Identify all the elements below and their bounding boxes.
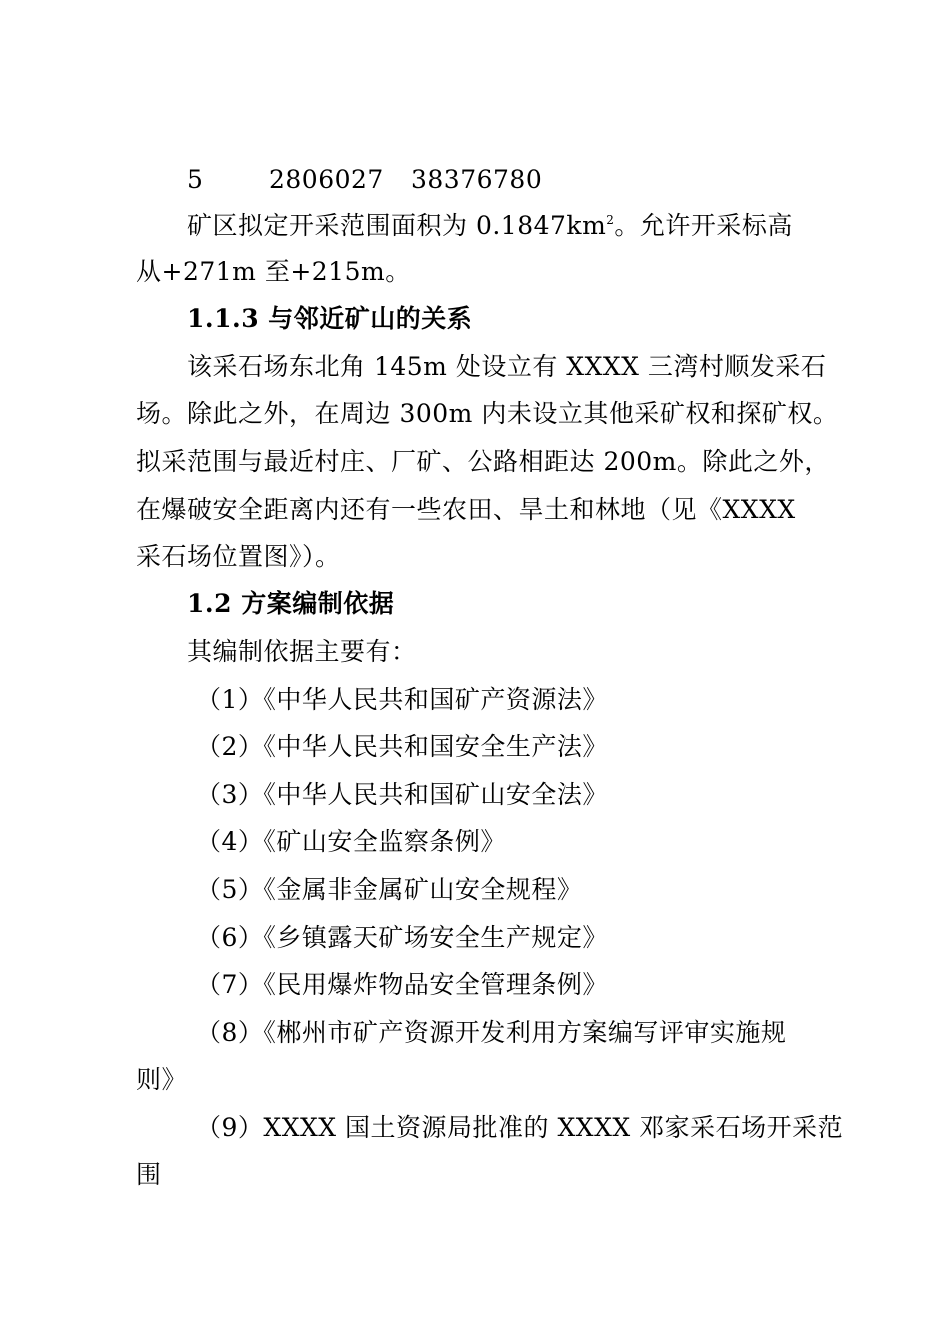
coord-index: 5 <box>187 165 204 194</box>
list-item-8-line-1: （8）《郴州市矿产资源开发利用方案编写评审实施规 <box>196 1018 787 1047</box>
list-item: （3）《中华人民共和国矿山安全法》 <box>196 780 608 809</box>
section-heading-1-2: 1.2 方案编制依据 <box>187 589 395 618</box>
list-item-9-line-2: 围 <box>136 1160 162 1189</box>
list-item: （2）《中华人民共和国安全生产法》 <box>196 732 608 761</box>
list-item-9-line-1: （9）XXXX 国土资源局批准的 XXXX 邓家采石场开采范 <box>196 1113 844 1142</box>
area-text: 矿区拟定开采范围面积为 0.1847km <box>187 211 607 240</box>
list-item: （6）《乡镇露天矿场安全生产规定》 <box>196 923 608 952</box>
coord-x: 2806027 <box>269 165 384 194</box>
coordinate-row <box>187 158 830 202</box>
area-paragraph-line-1 <box>187 204 830 248</box>
list-item: （1）《中华人民共和国矿产资源法》 <box>196 685 608 714</box>
list-item: （7）《民用爆炸物品安全管理条例》 <box>196 970 608 999</box>
section-heading-1-1-3: 1.1.3 与邻近矿山的关系 <box>187 304 473 333</box>
paragraph-line: 在爆破安全距离内还有一些农田、旱土和林地（见《XXXX <box>136 495 796 524</box>
paragraph-line: 该采石场东北角 145m 处设立有 XXXX 三湾村顺发采石 <box>187 352 827 381</box>
list-item: （5）《金属非金属矿山安全规程》 <box>196 875 583 904</box>
area-paragraph-line-2: 从+271m 至+215m。 <box>136 257 411 286</box>
area-text-post: 。允许开采标高 <box>614 211 793 240</box>
list-item: （4）《矿山安全监察条例》 <box>196 827 506 856</box>
paragraph-line: 采石场位置图》）。 <box>136 542 341 571</box>
paragraph-line: 拟采范围与最近村庄、厂矿、公路相距达 200m。除此之外， <box>136 447 830 476</box>
area-superscript: 2 <box>606 213 615 227</box>
coord-y: 38376780 <box>411 165 543 194</box>
paragraph-line: 场。除此之外，在周边 300m 内未设立其他采矿权和探矿权。 <box>136 399 839 428</box>
intro-line: 其编制依据主要有： <box>187 637 417 666</box>
list-item-8-line-2: 则》 <box>136 1065 188 1094</box>
